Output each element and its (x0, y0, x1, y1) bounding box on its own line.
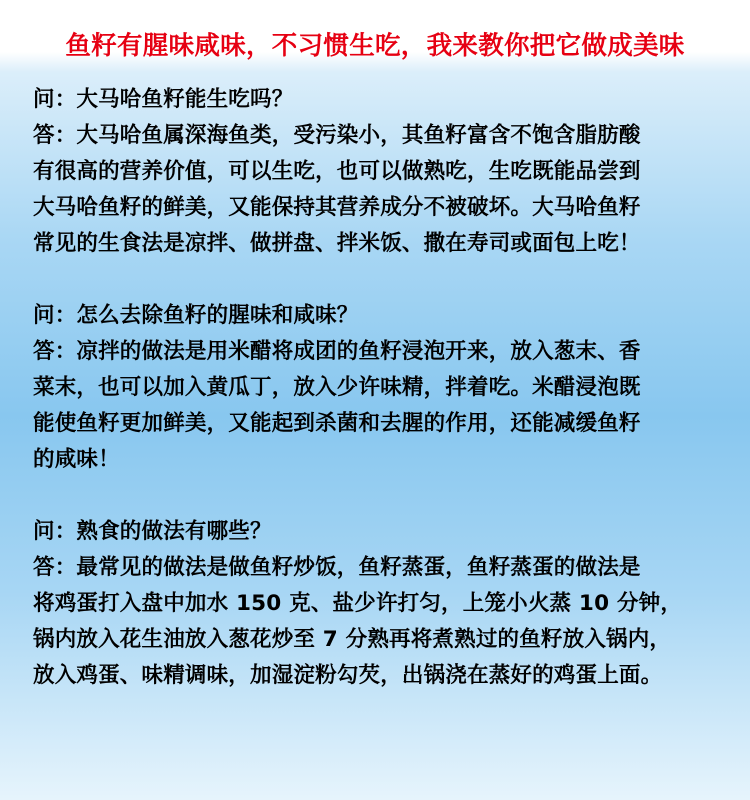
answer-line: 答：最常见的做法是做鱼籽炒饭，鱼籽蒸蛋，鱼籽蒸蛋的做法是 (33, 555, 641, 580)
qa-content (33, 82, 723, 694)
qa-block-cooked (33, 514, 723, 694)
question-line: 问：大马哈鱼籽能生吃吗？ (33, 87, 294, 112)
answer-line: 大马哈鱼籽的鲜美，又能保持其营养成分不被破坏。大马哈鱼籽 (33, 195, 641, 220)
answer-line: 答：凉拌的做法是用米醋将成团的鱼籽浸泡开来，放入葱末、香 (33, 339, 641, 364)
answer-line: 的咸味！ (33, 447, 120, 472)
answer-line: 锅内放入花生油放入葱花炒至 7 分熟再将煮熟过的鱼籽放入锅内， (33, 627, 672, 652)
qa-block-remove-smell (33, 298, 723, 478)
question-line: 问：熟食的做法有哪些？ (33, 519, 272, 544)
answer-line: 有很高的营养价值，可以生吃，也可以做熟吃，生吃既能品尝到 (33, 159, 641, 184)
answer-line: 放入鸡蛋、味精调味，加湿淀粉勾芡，出锅浇在蒸好的鸡蛋上面。 (33, 663, 663, 688)
headline-title: 鱼籽有腥味咸味，不习惯生吃，我来教你把它做成美味 (65, 31, 685, 61)
answer-line: 菜末，也可以加入黄瓜丁，放入少许味精，拌着吃。米醋浸泡既 (33, 375, 641, 400)
answer-line: 能使鱼籽更加鲜美，又能起到杀菌和去腥的作用，还能减缓鱼籽 (33, 411, 641, 436)
question-line: 问：怎么去除鱼籽的腥味和咸味？ (33, 303, 359, 328)
answer-line: 常见的生食法是凉拌、做拼盘、拌米饭、撒在寿司或面包上吃！ (33, 231, 641, 256)
answer-line: 答：大马哈鱼属深海鱼类，受污染小，其鱼籽富含不饱含脂肪酸 (33, 123, 641, 148)
answer-line: 将鸡蛋打入盘中加水 150 克、盐少许打匀，上笼小火蒸 10 分钟， (33, 591, 683, 616)
qa-block-raw (33, 82, 723, 262)
